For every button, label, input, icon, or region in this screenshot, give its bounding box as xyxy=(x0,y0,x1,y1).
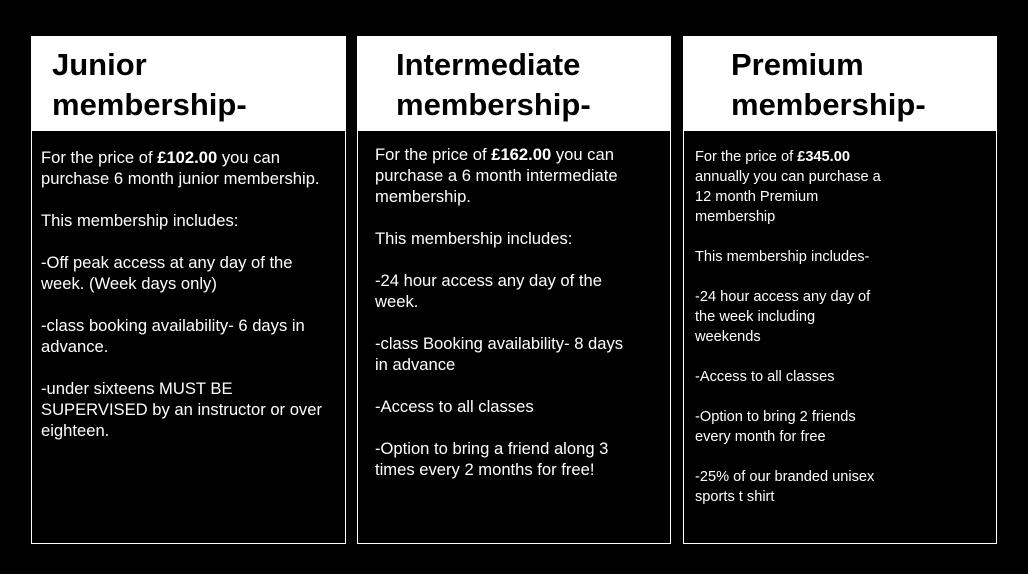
card-title-line-2: membership- xyxy=(396,87,591,122)
card-title xyxy=(32,37,345,131)
price-value: £345.00 xyxy=(797,149,850,165)
feature-item: -Off peak access at any day of the week. (Week days only) xyxy=(41,253,293,293)
includes-heading: This membership includes: xyxy=(41,211,239,230)
card-title xyxy=(358,37,670,131)
feature-item: -24 hour access any day of the week. xyxy=(375,271,602,311)
card-body xyxy=(358,131,670,480)
membership-card-premium xyxy=(683,36,997,544)
feature-item: -24 hour access any day of the week including weekends xyxy=(695,289,871,345)
price-prefix: For the price of xyxy=(375,145,492,164)
price-value: £162.00 xyxy=(491,145,552,164)
price-value: £102.00 xyxy=(157,148,218,167)
card-title-line-2: membership- xyxy=(731,87,926,122)
feature-item: -Option to bring a friend along 3 times every 2 months for free! xyxy=(375,439,609,479)
price-prefix: For the price of xyxy=(695,149,798,165)
feature-item: -25% of our branded unisex sports t shirt xyxy=(695,469,875,505)
price-suffix: you can purchase 6 month junior membership. xyxy=(41,148,320,188)
feature-item: -class booking availability- 6 days in advance. xyxy=(41,316,305,356)
price-suffix: you can purchase a 6 month intermediate membership. xyxy=(375,145,618,206)
card-title-line-1: Intermediate xyxy=(396,47,581,82)
price-suffix: annually you can purchase a 12 month Premium membership xyxy=(695,169,881,225)
price-paragraph xyxy=(695,147,996,227)
card-body xyxy=(32,131,345,441)
feature-item: -Access to all classes xyxy=(375,397,534,416)
feature-item: -Option to bring 2 friends every month for free xyxy=(695,409,856,445)
card-title-line-1: Premium xyxy=(731,47,864,82)
card-title xyxy=(684,37,996,131)
includes-heading: This membership includes- xyxy=(695,249,870,265)
price-paragraph xyxy=(41,147,345,189)
card-title-line-2: membership- xyxy=(52,87,247,122)
includes-heading: This membership includes: xyxy=(375,229,573,248)
membership-card-junior xyxy=(31,36,346,544)
feature-item: -Access to all classes xyxy=(695,369,835,385)
feature-item: -class Booking availability- 8 days in advance xyxy=(375,334,624,374)
membership-card-intermediate xyxy=(357,36,671,544)
card-title-line-1: Junior xyxy=(52,47,147,82)
price-prefix: For the price of xyxy=(41,148,158,167)
feature-item: -under sixteens MUST BE SUPERVISED by an instructor or over eighteen. xyxy=(41,379,322,440)
card-body xyxy=(684,131,996,507)
price-paragraph xyxy=(375,144,670,207)
